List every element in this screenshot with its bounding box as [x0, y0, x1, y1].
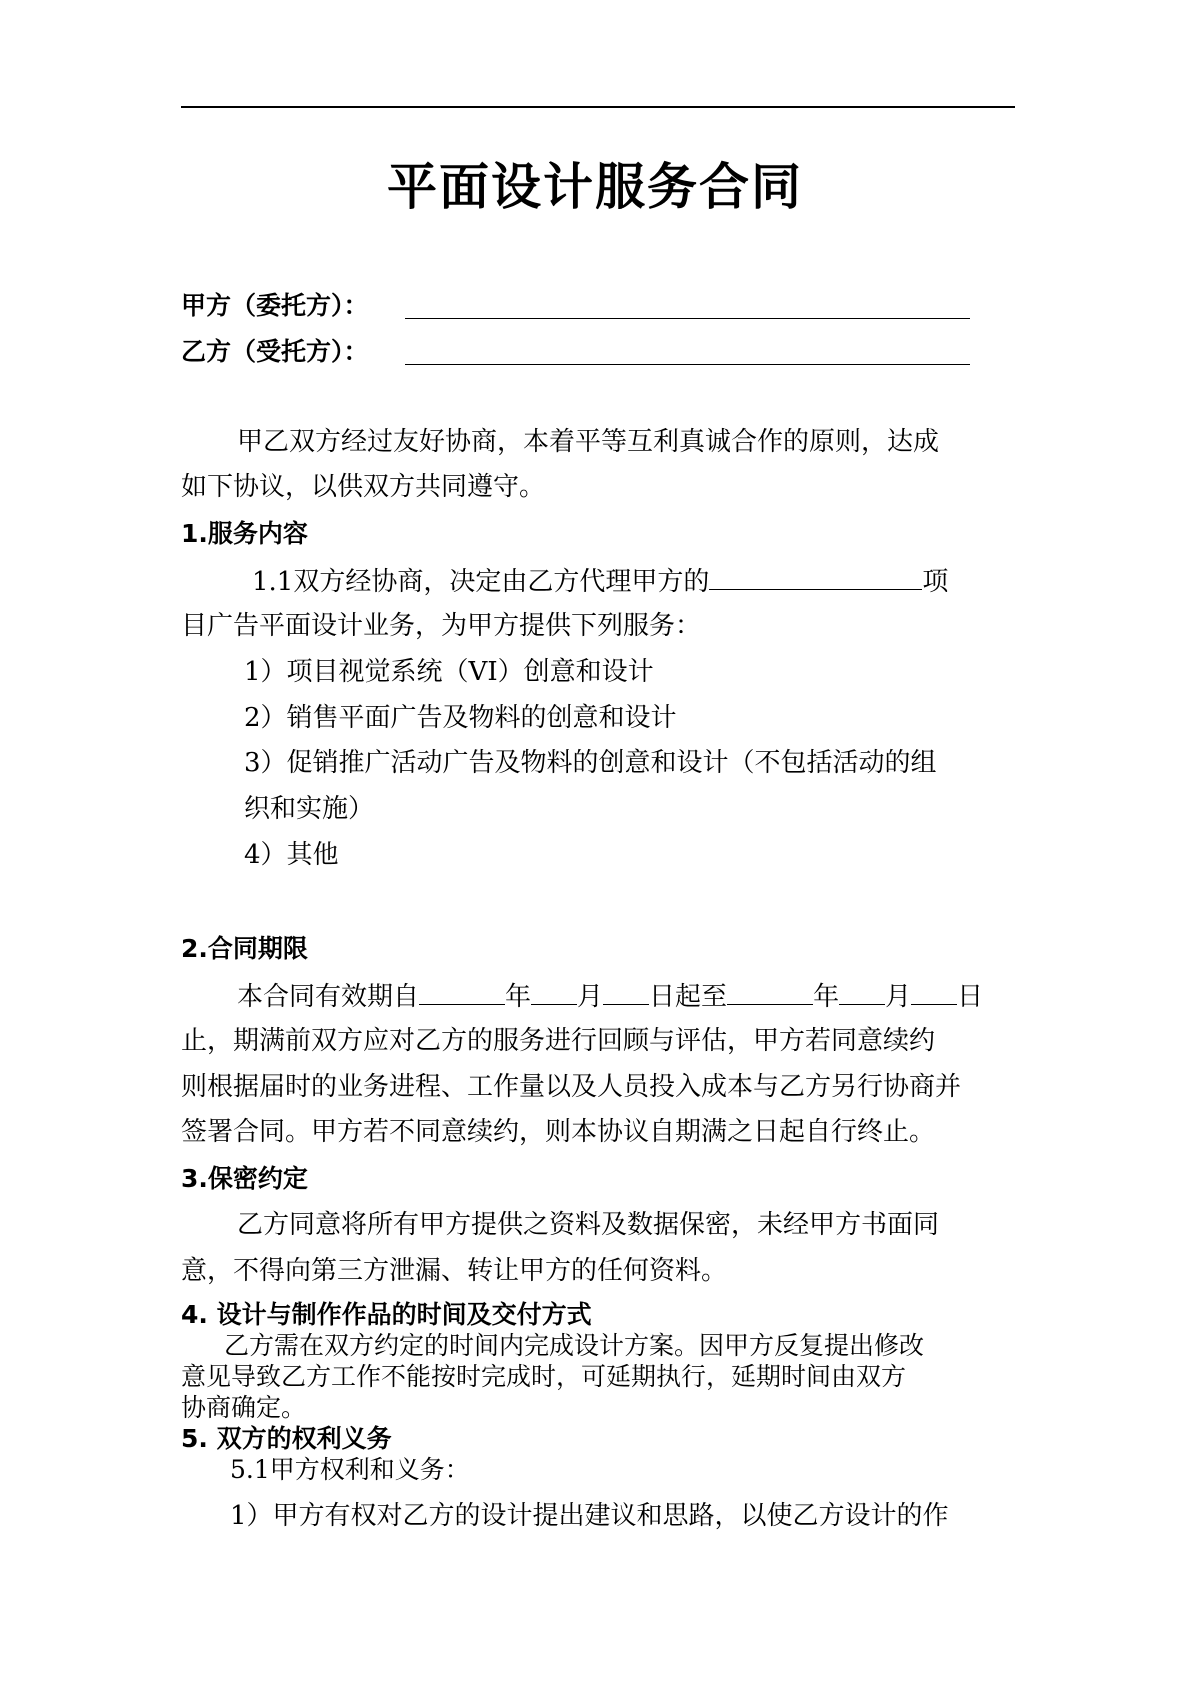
term-line-2: 止，期满前双方应对乙方的服务进行回顾与评估，甲方若同意续约 [181, 1026, 936, 1056]
month-label: 月 [885, 982, 912, 1012]
section-3-heading: 3.保密约定 [181, 1164, 308, 1193]
month-label: 月 [577, 982, 604, 1012]
party-a-rights-item-1: 1）甲方有权对乙方的设计提出建议和思路，以使乙方设计的作 [230, 1501, 949, 1531]
end-month-blank[interactable] [839, 978, 885, 1005]
delivery-line-1: 乙方需在双方约定的时间内完成设计方案。因甲方反复提出修改 [224, 1331, 925, 1360]
section-4-heading: 4. 设计与制作作品的时间及交付方式 [181, 1300, 592, 1329]
party-a-label: 甲方（委托方）： [181, 291, 369, 320]
service-item-continued: 织和实施） [244, 794, 375, 824]
section-2-heading: 2.合同期限 [181, 934, 308, 963]
term-line-3: 则根据届时的业务进程、工作量以及人员投入成本与乙方另行协商并 [181, 1072, 962, 1102]
year-label: 年 [505, 982, 532, 1012]
party-a-blank[interactable] [405, 318, 970, 319]
project-name-blank[interactable] [709, 563, 922, 590]
confidentiality-line-2: 意，不得向第三方泄漏、转让甲方的任何资料。 [181, 1256, 728, 1286]
intro-line-2: 如下协议，以供双方共同遵守。 [181, 472, 546, 502]
party-b-label: 乙方（受托方）： [181, 337, 369, 366]
year-label: 年 [813, 982, 840, 1012]
section-1-1-line-2: 目广告平面设计业务，为甲方提供下列服务： [181, 611, 702, 641]
day-from-label: 日起至 [649, 982, 728, 1012]
document-title: 平面设计服务合同 [387, 158, 803, 216]
section-1-1-text-end: 项 [922, 567, 949, 597]
section-5-1-title: 5.1甲方权利和义务： [230, 1455, 470, 1484]
term-line-4: 签署合同。甲方若不同意续约，则本协议自期满之日起自行终止。 [181, 1117, 936, 1147]
service-item: 4）其他 [244, 840, 339, 870]
term-start-text: 本合同有效期自 [237, 982, 420, 1012]
confidentiality-line-1: 乙方同意将所有甲方提供之资料及数据保密，未经甲方书面同 [237, 1210, 940, 1240]
section-1-1-line-1 [252, 563, 1086, 599]
end-year-blank[interactable] [727, 978, 813, 1005]
delivery-line-2: 意见导致乙方工作不能按时完成时，可延期执行，延期时间由双方 [181, 1362, 907, 1391]
end-day-blank[interactable] [911, 978, 957, 1005]
section-1-1-text: 1.1双方经协商，决定由乙方代理甲方的 [252, 567, 710, 597]
header-rule [181, 106, 1015, 108]
start-month-blank[interactable] [531, 978, 577, 1005]
term-line-1 [237, 978, 1071, 1014]
start-year-blank[interactable] [419, 978, 505, 1005]
service-item: 3）促销推广活动广告及物料的创意和设计（不包括活动的组 [244, 748, 937, 778]
party-b-blank[interactable] [405, 364, 970, 365]
start-day-blank[interactable] [603, 978, 649, 1005]
intro-line-1: 甲乙双方经过友好协商，本着平等互利真诚合作的原则，达成 [237, 427, 940, 457]
day-end-label: 日 [957, 982, 984, 1012]
service-item: 1）项目视觉系统（VI）创意和设计 [244, 657, 654, 687]
service-item: 2）销售平面广告及物料的创意和设计 [244, 703, 677, 733]
section-1-heading: 1.服务内容 [181, 519, 308, 548]
section-5-heading: 5. 双方的权利义务 [181, 1424, 392, 1453]
delivery-line-3: 协商确定。 [181, 1393, 307, 1422]
